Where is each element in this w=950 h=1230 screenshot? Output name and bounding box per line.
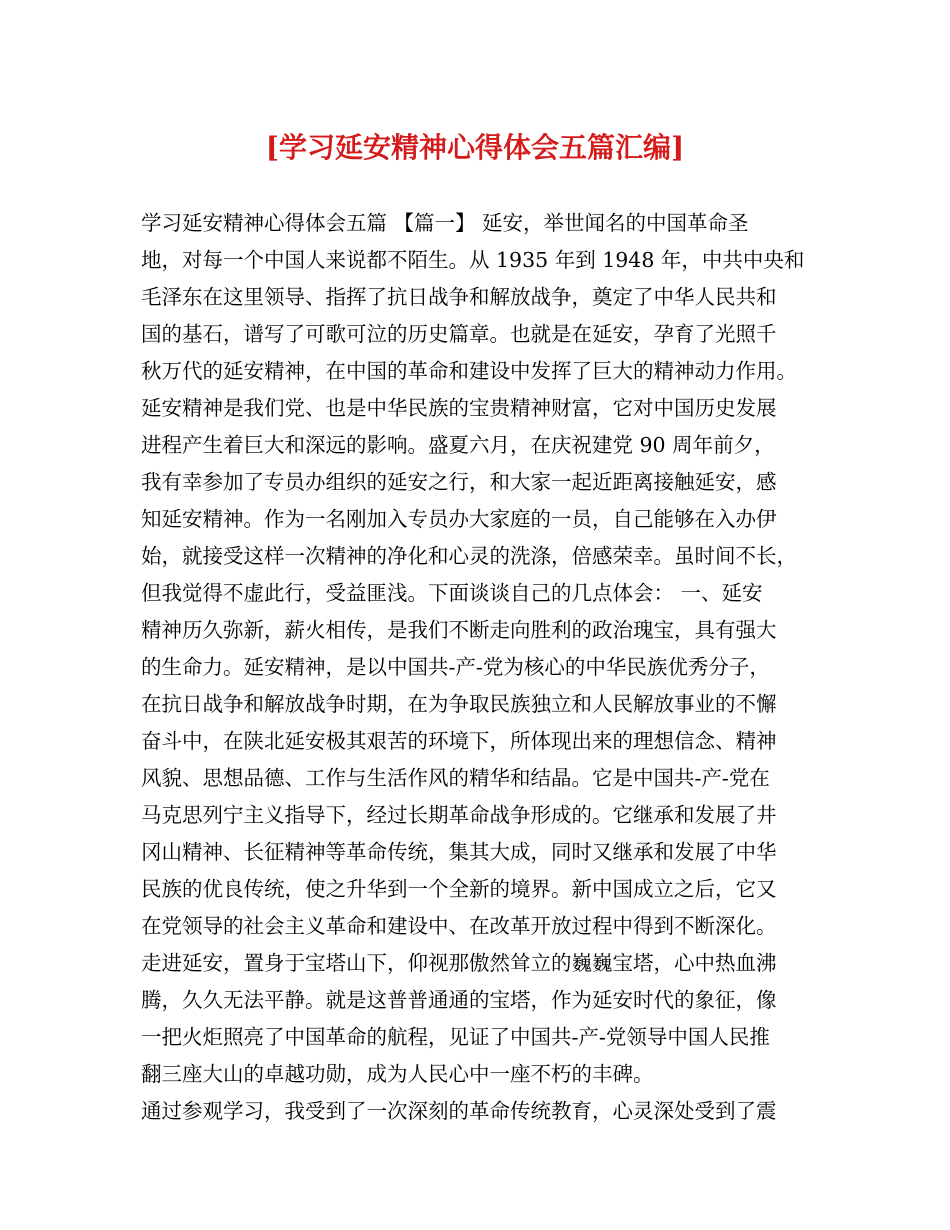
body-line: 进程产生着巨大和深远的影响。盛夏六月，在庆祝建党 90 周年前夕，: [141, 433, 775, 457]
body-line: 风貌、思想品德、工作与生活作风的精华和结晶。它是中国共-产-党在: [141, 766, 770, 790]
document-body: [141, 205, 821, 1130]
body-line: 一把火炬照亮了中国革命的航程，见证了中国共-产-党领导中国人民推: [141, 1025, 770, 1049]
body-line: 延安精神是我们党、也是中华民族的宝贵精神财富，它对中国历史发展: [141, 396, 777, 420]
body-line: 马克思列宁主义指导下，经过长期革命战争形成的。它继承和发展了井: [141, 803, 777, 827]
body-line: 学习延安精神心得体会五篇 【篇一】 延安，举世闻名的中国革命圣: [141, 211, 749, 235]
body-line: 民族的优良传统，使之升华到一个全新的境界。新中国成立之后，它又: [141, 877, 777, 901]
body-line: 我有幸参加了专员办组织的延安之行，和大家一起近距离接触延安，感: [141, 470, 777, 494]
body-line: 知延安精神。作为一名刚加入专员办大家庭的一员，自己能够在入办伊: [141, 507, 777, 531]
body-line: 精神历久弥新，薪火相传，是我们不断走向胜利的政治瑰宝，具有强大: [141, 618, 777, 642]
body-line: 秋万代的延安精神，在中国的革命和建设中发挥了巨大的精神动力作用。: [141, 359, 797, 383]
body-line: 腾，久久无法平静。就是这普普通通的宝塔，作为延安时代的象征，像: [141, 988, 777, 1012]
body-line: 地，对每一个中国人来说都不陌生。从 1935 年到 1948 年，中共中央和: [141, 248, 805, 272]
body-line: 冈山精神、长征精神等革命传统，集其大成，同时又继承和发展了中华: [141, 840, 777, 864]
body-line: 始，就接受这样一次精神的净化和心灵的洗涤，倍感荣幸。虽时间不长，: [141, 544, 797, 568]
body-line: 毛泽东在这里领导、指挥了抗日战争和解放战争，奠定了中华人民共和: [141, 285, 777, 309]
body-line: 但我觉得不虚此行，受益匪浅。下面谈谈自己的几点体会： 一、延安: [141, 581, 763, 605]
body-line: 翻三座大山的卓越功勋，成为人民心中一座不朽的丰碑。: [141, 1062, 654, 1086]
body-line: 奋斗中，在陕北延安极其艰苦的环境下，所体现出来的理想信念、精神: [141, 729, 777, 753]
body-line: 国的基石，谱写了可歌可泣的历史篇章。也就是在延安，孕育了光照千: [141, 322, 777, 346]
body-line: 在抗日战争和解放战争时期，在为争取民族独立和人民解放事业的不懈: [141, 692, 777, 716]
body-line: 在党领导的社会主义革命和建设中、在改革开放过程中得到不断深化。: [141, 914, 777, 938]
body-line: 通过参观学习，我受到了一次深刻的革命传统教育，心灵深处受到了震: [141, 1099, 777, 1123]
body-line: 的生命力。延安精神，是以中国共-产-党为核心的中华民族优秀分子，: [141, 655, 770, 679]
body-line: 走进延安，置身于宝塔山下，仰视那傲然耸立的巍巍宝塔，心中热血沸: [141, 951, 777, 975]
document-title: [学习延安精神心得体会五篇汇编]: [265, 131, 685, 164]
